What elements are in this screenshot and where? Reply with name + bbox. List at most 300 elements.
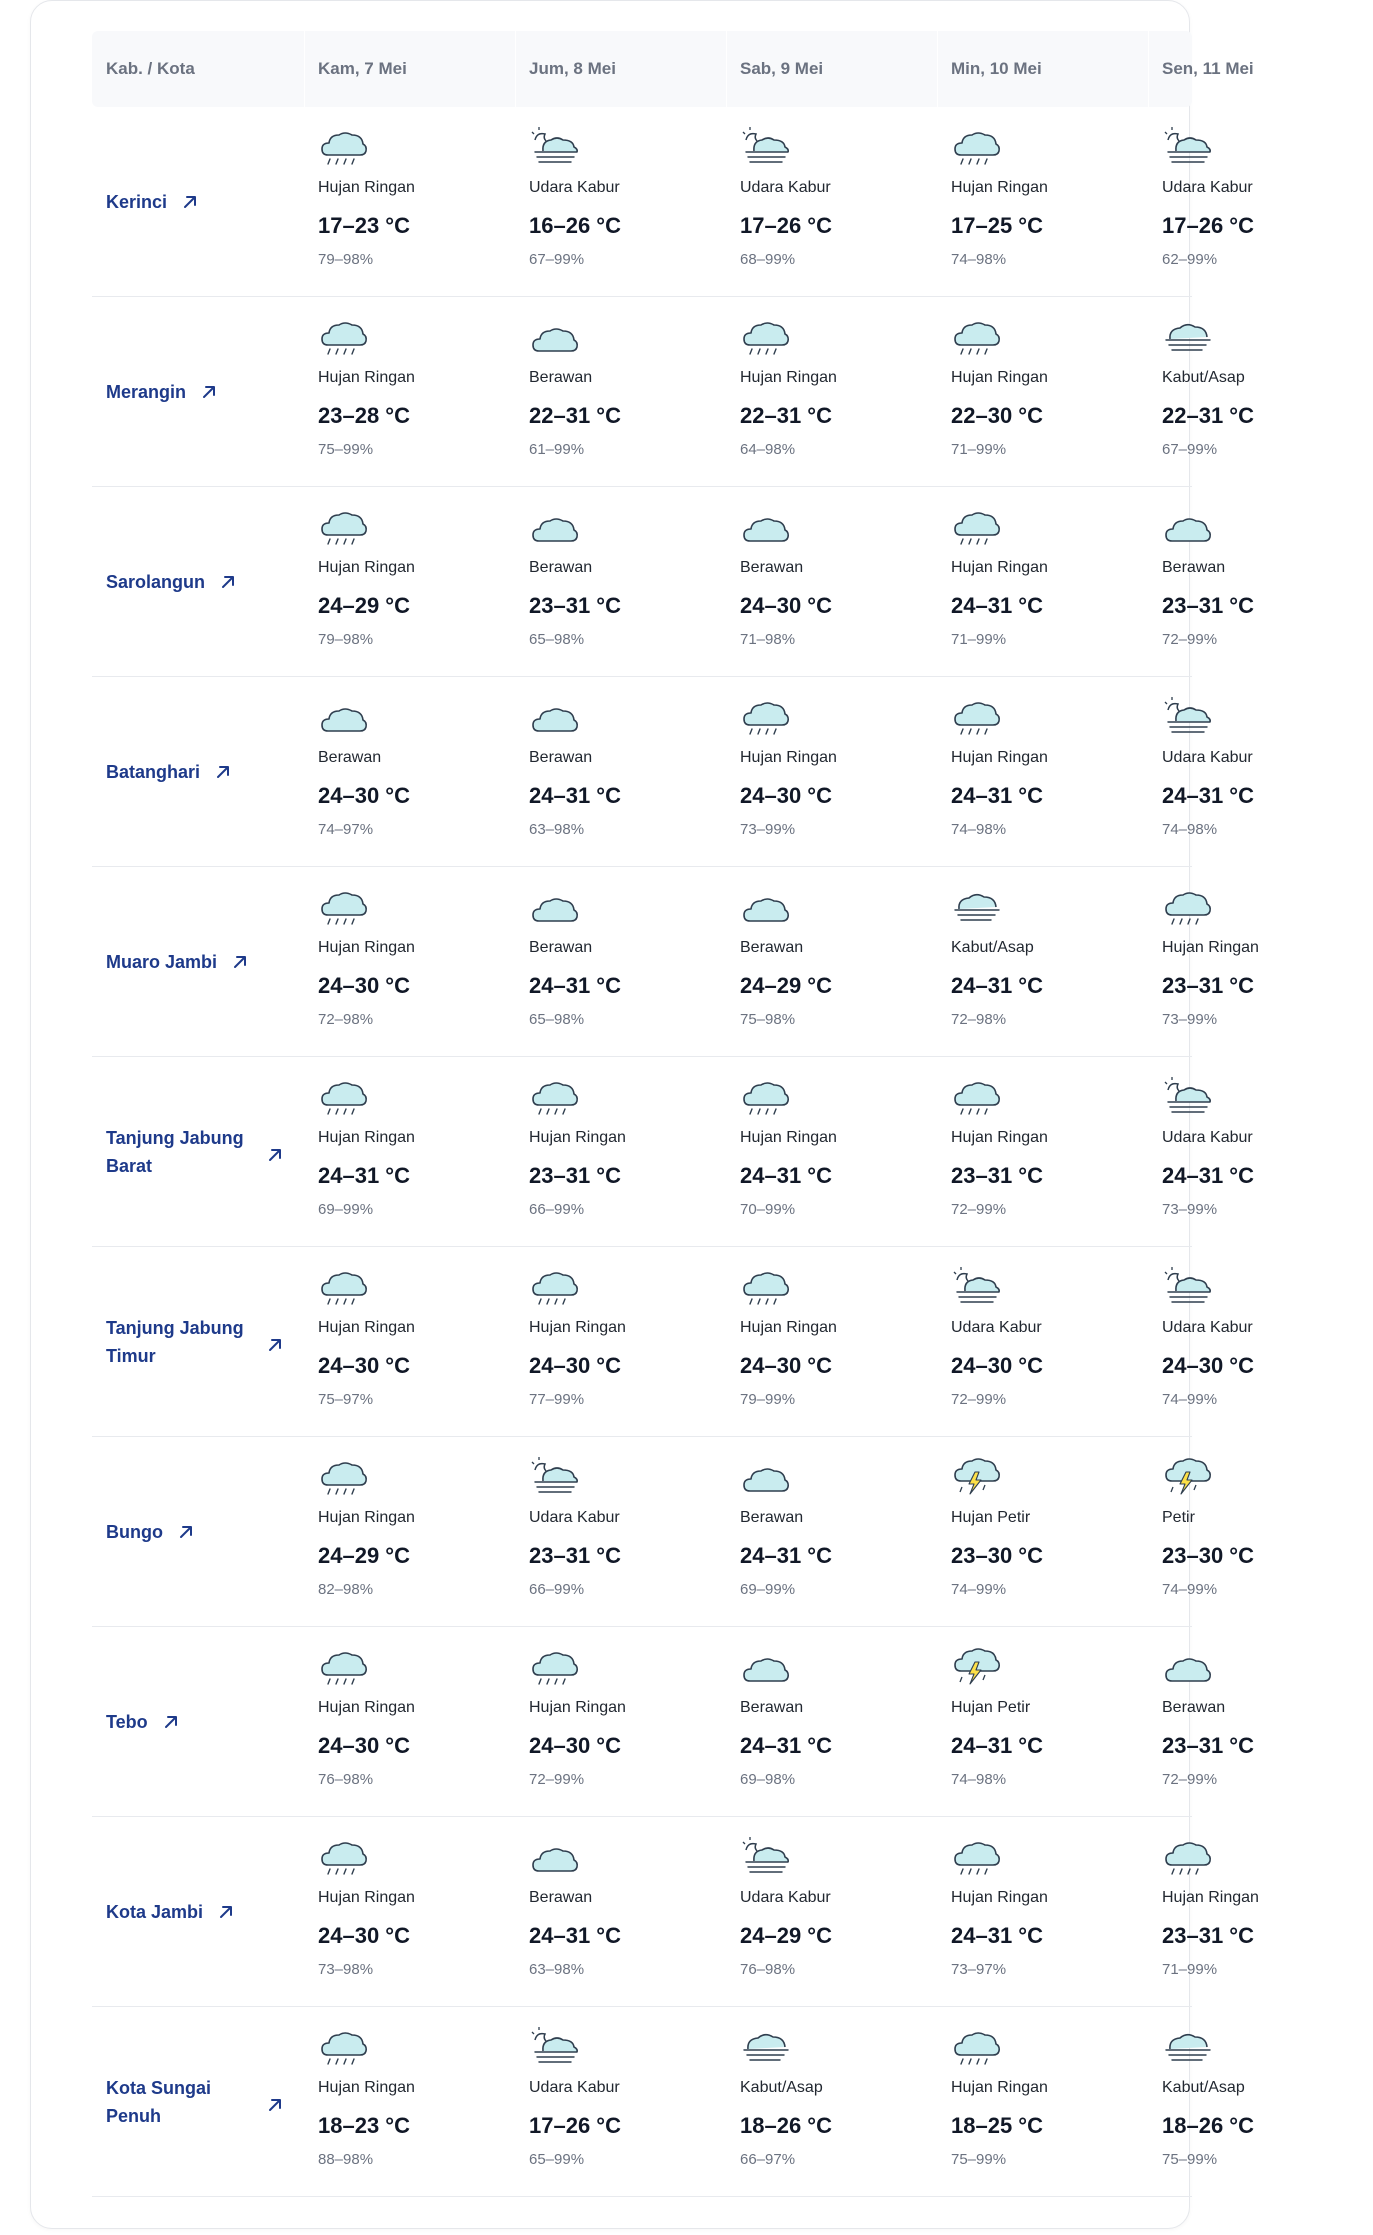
condition-label: Berawan xyxy=(318,749,382,766)
humidity-range: 65–98% xyxy=(529,631,585,648)
forecast-cell[interactable] xyxy=(1162,297,1373,487)
forecast-cell[interactable] xyxy=(1162,1817,1373,2007)
cloudy-icon xyxy=(529,315,579,357)
condition-label: Hujan Ringan xyxy=(318,1509,415,1526)
rain-light-icon xyxy=(951,1835,1001,1877)
humidity-range: 62–99% xyxy=(1162,251,1218,268)
forecast-cell[interactable] xyxy=(740,867,951,1057)
humidity-range: 69–98% xyxy=(740,1771,796,1788)
rain-light-icon xyxy=(529,1075,579,1117)
temperature-range: 17–25 °C xyxy=(951,213,1043,238)
external-arrow-icon xyxy=(200,383,218,401)
forecast-cell[interactable] xyxy=(1162,1247,1373,1437)
rain-light-icon xyxy=(318,1075,368,1117)
condition-label: Berawan xyxy=(529,1889,593,1906)
region-name: Merangin xyxy=(106,382,187,402)
humidity-range: 67–99% xyxy=(529,251,585,268)
rain-light-icon xyxy=(318,1455,368,1497)
rain-light-icon xyxy=(1162,1835,1212,1877)
temperature-range: 23–28 °C xyxy=(318,403,410,428)
header-day: Min, 10 Mei xyxy=(951,59,1042,78)
temperature-range: 24–31 °C xyxy=(740,1163,832,1188)
rain-light-icon xyxy=(951,315,1001,357)
header-region: Kab. / Kota xyxy=(106,59,195,78)
fog-icon xyxy=(1162,315,1212,357)
condition-label: Kabut/Asap xyxy=(740,2079,823,2096)
forecast-cell[interactable] xyxy=(951,107,1162,297)
humidity-range: 72–99% xyxy=(951,1391,1007,1408)
temperature-range: 18–25 °C xyxy=(951,2113,1043,2138)
humidity-range: 75–99% xyxy=(318,441,374,458)
forecast-cell[interactable] xyxy=(1162,107,1373,297)
forecast-cell[interactable] xyxy=(318,1437,529,1627)
region-link[interactable] xyxy=(106,487,291,677)
humidity-range: 70–99% xyxy=(740,1201,796,1218)
temperature-range: 24–29 °C xyxy=(740,973,832,998)
header-day: Jum, 8 Mei xyxy=(529,59,616,78)
temperature-range: 17–26 °C xyxy=(740,213,832,238)
rain-light-icon xyxy=(318,885,368,927)
forecast-cell[interactable] xyxy=(951,677,1162,867)
condition-label: Petir xyxy=(1162,1509,1195,1526)
cloudy-icon xyxy=(1162,1645,1212,1687)
temperature-range: 17–23 °C xyxy=(318,213,410,238)
external-arrow-icon xyxy=(162,1713,180,1731)
condition-label: Hujan Ringan xyxy=(740,1129,837,1146)
temperature-range: 24–30 °C xyxy=(318,783,410,808)
humidity-range: 73–99% xyxy=(1162,1201,1218,1218)
humidity-range: 72–99% xyxy=(1162,1771,1218,1788)
header-separator xyxy=(726,31,727,107)
humidity-range: 72–98% xyxy=(318,1011,374,1028)
condition-label: Hujan Ringan xyxy=(1162,939,1259,956)
table-row xyxy=(92,1057,1254,1247)
condition-label: Hujan Ringan xyxy=(529,1319,626,1336)
condition-label: Berawan xyxy=(740,1509,804,1526)
external-arrow-icon xyxy=(181,193,199,211)
header-day: Kam, 7 Mei xyxy=(318,59,407,78)
external-arrow-icon xyxy=(266,1336,284,1354)
condition-label: Hujan Petir xyxy=(951,1699,1031,1716)
condition-label: Berawan xyxy=(1162,559,1226,576)
external-arrow-icon xyxy=(266,1146,284,1164)
temperature-range: 22–31 °C xyxy=(740,403,832,428)
temperature-range: 23–31 °C xyxy=(1162,973,1254,998)
forecast-cell[interactable] xyxy=(318,297,529,487)
forecast-cell[interactable] xyxy=(740,107,951,297)
condition-label: Berawan xyxy=(740,1699,804,1716)
condition-label: Udara Kabur xyxy=(529,2079,620,2096)
table-row xyxy=(92,297,1254,487)
external-arrow-icon xyxy=(231,953,249,971)
temperature-range: 24–31 °C xyxy=(951,973,1043,998)
thunderstorm-icon xyxy=(1162,1455,1212,1497)
fog-icon xyxy=(740,2025,790,2067)
condition-label: Hujan Ringan xyxy=(318,179,415,196)
cloudy-icon xyxy=(740,1455,790,1497)
forecast-cell[interactable] xyxy=(1162,487,1373,677)
forecast-cell[interactable] xyxy=(740,1437,951,1627)
humidity-range: 75–99% xyxy=(951,2151,1007,2168)
table-header xyxy=(92,31,1254,107)
temperature-range: 24–31 °C xyxy=(318,1163,410,1188)
temperature-range: 23–31 °C xyxy=(529,593,621,618)
rain-light-icon xyxy=(951,125,1001,167)
forecast-cell[interactable] xyxy=(740,1057,951,1247)
humidity-range: 73–98% xyxy=(318,1961,374,1978)
temperature-range: 24–30 °C xyxy=(529,1353,621,1378)
region-name: Kerinci xyxy=(106,192,168,212)
humidity-range: 67–99% xyxy=(1162,441,1218,458)
condition-label: Berawan xyxy=(1162,1699,1226,1716)
region-name: Batanghari xyxy=(106,762,201,782)
forecast-cell[interactable] xyxy=(1162,1437,1373,1627)
humidity-range: 74–98% xyxy=(1162,821,1218,838)
temperature-range: 23–31 °C xyxy=(1162,1923,1254,1948)
temperature-range: 24–31 °C xyxy=(529,1923,621,1948)
region-link[interactable] xyxy=(106,1247,291,1437)
forecast-cell[interactable] xyxy=(951,1627,1162,1817)
forecast-cell[interactable] xyxy=(318,2007,529,2197)
header-separator xyxy=(1148,31,1149,107)
condition-label: Hujan Ringan xyxy=(740,1319,837,1336)
humidity-range: 74–99% xyxy=(1162,1391,1218,1408)
humidity-range: 74–98% xyxy=(951,821,1007,838)
rain-light-icon xyxy=(740,1265,790,1307)
temperature-range: 23–31 °C xyxy=(529,1163,621,1188)
forecast-cell[interactable] xyxy=(318,1817,529,2007)
external-arrow-icon xyxy=(219,573,237,591)
temperature-range: 23–31 °C xyxy=(529,1543,621,1568)
haze-icon xyxy=(740,125,790,167)
condition-label: Hujan Ringan xyxy=(318,939,415,956)
forecast-cell[interactable] xyxy=(951,1057,1162,1247)
humidity-range: 65–99% xyxy=(529,2151,585,2168)
temperature-range: 18–26 °C xyxy=(1162,2113,1254,2138)
rain-light-icon xyxy=(951,1075,1001,1117)
table-row xyxy=(92,1437,1254,1627)
humidity-range: 66–99% xyxy=(529,1201,585,1218)
forecast-cell[interactable] xyxy=(740,2007,951,2197)
temperature-range: 24–31 °C xyxy=(740,1543,832,1568)
condition-label: Hujan Ringan xyxy=(740,369,837,386)
forecast-cell[interactable] xyxy=(951,2007,1162,2197)
temperature-range: 18–23 °C xyxy=(318,2113,410,2138)
condition-label: Kabut/Asap xyxy=(1162,369,1245,386)
region-link[interactable] xyxy=(106,1437,291,1627)
condition-label: Hujan Ringan xyxy=(318,1889,415,1906)
forecast-cell[interactable] xyxy=(1162,2007,1373,2197)
rain-light-icon xyxy=(318,2025,368,2067)
condition-label: Hujan Ringan xyxy=(951,559,1048,576)
condition-label: Berawan xyxy=(529,749,593,766)
temperature-range: 23–31 °C xyxy=(1162,1733,1254,1758)
rain-light-icon xyxy=(318,1265,368,1307)
forecast-cell[interactable] xyxy=(318,1247,529,1437)
humidity-range: 74–98% xyxy=(951,1771,1007,1788)
cloudy-icon xyxy=(529,1835,579,1877)
temperature-range: 24–30 °C xyxy=(740,1353,832,1378)
forecast-cell[interactable] xyxy=(318,677,529,867)
forecast-cell[interactable] xyxy=(529,107,740,297)
humidity-range: 74–98% xyxy=(951,251,1007,268)
forecast-cell[interactable] xyxy=(740,1627,951,1817)
forecast-cell[interactable] xyxy=(740,1247,951,1437)
region-name: Tanjung Jabung Barat xyxy=(106,1128,244,1176)
forecast-table[interactable] xyxy=(92,31,1259,2206)
humidity-range: 76–98% xyxy=(740,1961,796,1978)
forecast-cell[interactable] xyxy=(318,1627,529,1817)
humidity-range: 88–98% xyxy=(318,2151,374,2168)
table-row xyxy=(92,107,1254,297)
temperature-range: 23–30 °C xyxy=(1162,1543,1254,1568)
rain-light-icon xyxy=(318,1645,368,1687)
temperature-range: 24–31 °C xyxy=(951,1923,1043,1948)
humidity-range: 79–98% xyxy=(318,631,374,648)
region-link[interactable] xyxy=(106,107,291,297)
forecast-cell[interactable] xyxy=(318,867,529,1057)
forecast-cell[interactable] xyxy=(1162,867,1373,1057)
thunderstorm-icon xyxy=(951,1455,1001,1497)
forecast-cell[interactable] xyxy=(529,1437,740,1627)
humidity-range: 73–97% xyxy=(951,1961,1007,1978)
humidity-range: 72–99% xyxy=(1162,631,1218,648)
condition-label: Hujan Ringan xyxy=(951,369,1048,386)
region-name: Muaro Jambi xyxy=(106,952,218,972)
forecast-cell[interactable] xyxy=(740,677,951,867)
condition-label: Berawan xyxy=(529,939,593,956)
condition-label: Hujan Ringan xyxy=(318,369,415,386)
humidity-range: 63–98% xyxy=(529,1961,585,1978)
forecast-cell[interactable] xyxy=(1162,1057,1373,1247)
condition-label: Hujan Ringan xyxy=(951,2079,1048,2096)
forecast-cell[interactable] xyxy=(740,297,951,487)
condition-label: Hujan Ringan xyxy=(740,749,837,766)
rain-light-icon xyxy=(951,505,1001,547)
haze-icon xyxy=(1162,125,1212,167)
humidity-range: 73–99% xyxy=(1162,1011,1218,1028)
condition-label: Udara Kabur xyxy=(1162,1129,1253,1146)
humidity-range: 76–98% xyxy=(318,1771,374,1788)
cloudy-icon xyxy=(740,885,790,927)
region-link[interactable] xyxy=(106,867,291,1057)
rain-light-icon xyxy=(318,1835,368,1877)
forecast-cell[interactable] xyxy=(529,1817,740,2007)
condition-label: Hujan Ringan xyxy=(951,749,1048,766)
humidity-range: 71–99% xyxy=(951,441,1007,458)
cloudy-icon xyxy=(318,695,368,737)
forecast-cell[interactable] xyxy=(951,297,1162,487)
temperature-range: 24–29 °C xyxy=(740,1923,832,1948)
condition-label: Berawan xyxy=(529,559,593,576)
temperature-range: 23–31 °C xyxy=(951,1163,1043,1188)
table-row xyxy=(92,487,1254,677)
condition-label: Hujan Ringan xyxy=(951,1889,1048,1906)
humidity-range: 72–99% xyxy=(951,1201,1007,1218)
rain-light-icon xyxy=(1162,885,1212,927)
haze-icon xyxy=(1162,695,1212,737)
temperature-range: 24–30 °C xyxy=(318,1733,410,1758)
humidity-range: 75–98% xyxy=(740,1011,796,1028)
condition-label: Udara Kabur xyxy=(740,179,831,196)
condition-label: Hujan Ringan xyxy=(529,1129,626,1146)
region-link[interactable] xyxy=(106,677,291,867)
temperature-range: 24–30 °C xyxy=(740,593,832,618)
temperature-range: 24–30 °C xyxy=(318,973,410,998)
condition-label: Hujan Ringan xyxy=(951,1129,1048,1146)
table-row xyxy=(92,867,1259,1057)
condition-label: Berawan xyxy=(740,939,804,956)
cloudy-icon xyxy=(740,1645,790,1687)
humidity-range: 74–99% xyxy=(1162,1581,1218,1598)
condition-label: Hujan Ringan xyxy=(951,179,1048,196)
humidity-range: 63–98% xyxy=(529,821,585,838)
rain-light-icon xyxy=(318,505,368,547)
forecast-cell[interactable] xyxy=(951,1437,1162,1627)
humidity-range: 69–99% xyxy=(740,1581,796,1598)
temperature-range: 24–30 °C xyxy=(529,1733,621,1758)
temperature-range: 24–31 °C xyxy=(529,973,621,998)
humidity-range: 64–98% xyxy=(740,441,796,458)
humidity-range: 71–99% xyxy=(1162,1961,1218,1978)
header-day: Sab, 9 Mei xyxy=(740,59,824,78)
haze-icon xyxy=(740,1835,790,1877)
rain-light-icon xyxy=(951,695,1001,737)
haze-icon xyxy=(1162,1075,1212,1117)
temperature-range: 24–31 °C xyxy=(951,783,1043,808)
humidity-range: 65–98% xyxy=(529,1011,585,1028)
forecast-cell[interactable] xyxy=(529,2007,740,2197)
humidity-range: 79–98% xyxy=(318,251,374,268)
temperature-range: 22–31 °C xyxy=(529,403,621,428)
humidity-range: 73–99% xyxy=(740,821,796,838)
temperature-range: 17–26 °C xyxy=(1162,213,1254,238)
cloudy-icon xyxy=(1162,505,1212,547)
temperature-range: 24–30 °C xyxy=(951,1353,1043,1378)
thunderstorm-icon xyxy=(951,1645,1001,1687)
humidity-range: 61–99% xyxy=(529,441,585,458)
table-row xyxy=(92,1627,1254,1817)
temperature-range: 24–29 °C xyxy=(318,593,410,618)
temperature-range: 24–31 °C xyxy=(740,1733,832,1758)
region-name: Sarolangun xyxy=(106,572,206,592)
humidity-range: 66–99% xyxy=(529,1581,585,1598)
temperature-range: 24–31 °C xyxy=(1162,1163,1254,1188)
header-separator xyxy=(304,31,305,107)
temperature-range: 24–31 °C xyxy=(951,1733,1043,1758)
forecast-cell[interactable] xyxy=(529,297,740,487)
forecast-cell[interactable] xyxy=(529,677,740,867)
humidity-range: 77–99% xyxy=(529,1391,585,1408)
external-arrow-icon xyxy=(217,1903,235,1921)
fog-icon xyxy=(1162,2025,1212,2067)
forecast-cell[interactable] xyxy=(318,107,529,297)
region-link[interactable] xyxy=(106,1057,291,1247)
humidity-range: 74–97% xyxy=(318,821,374,838)
region-link[interactable] xyxy=(106,297,291,487)
region-link[interactable] xyxy=(106,1627,291,1817)
humidity-range: 82–98% xyxy=(318,1581,374,1598)
forecast-cell[interactable] xyxy=(529,1627,740,1817)
haze-icon xyxy=(1162,1265,1212,1307)
forecast-cell[interactable] xyxy=(951,867,1162,1057)
condition-label: Berawan xyxy=(740,559,804,576)
humidity-range: 71–99% xyxy=(951,631,1007,648)
forecast-cell[interactable] xyxy=(318,1057,529,1247)
temperature-range: 23–31 °C xyxy=(1162,593,1254,618)
temperature-range: 24–30 °C xyxy=(318,1923,410,1948)
condition-label: Udara Kabur xyxy=(529,179,620,196)
forecast-cell[interactable] xyxy=(951,487,1162,677)
humidity-range: 72–98% xyxy=(951,1011,1007,1028)
forecast-cell[interactable] xyxy=(529,1057,740,1247)
condition-label: Udara Kabur xyxy=(951,1319,1042,1336)
condition-label: Udara Kabur xyxy=(1162,749,1253,766)
condition-label: Udara Kabur xyxy=(740,1889,831,1906)
temperature-range: 24–31 °C xyxy=(529,783,621,808)
region-link[interactable] xyxy=(106,2007,291,2197)
condition-label: Kabut/Asap xyxy=(951,939,1034,956)
forecast-cell[interactable] xyxy=(529,487,740,677)
forecast-cell[interactable] xyxy=(529,1247,740,1437)
forecast-card xyxy=(30,0,1259,2229)
cloudy-icon xyxy=(529,885,579,927)
humidity-range: 74–99% xyxy=(951,1581,1007,1598)
haze-icon xyxy=(951,1265,1001,1307)
forecast-cell[interactable] xyxy=(740,487,951,677)
temperature-range: 16–26 °C xyxy=(529,213,621,238)
forecast-cell[interactable] xyxy=(1162,1627,1373,1817)
forecast-cell[interactable] xyxy=(740,1817,951,2007)
condition-label: Berawan xyxy=(529,369,593,386)
header-day: Sen, 11 Mei xyxy=(1162,59,1254,78)
temperature-range: 18–26 °C xyxy=(740,2113,832,2138)
table-row xyxy=(92,1817,1259,2007)
region-link[interactable] xyxy=(106,1817,291,2007)
rain-light-icon xyxy=(318,125,368,167)
header-separator xyxy=(937,31,938,107)
forecast-cell[interactable] xyxy=(951,1817,1162,2007)
region-name: Bungo xyxy=(106,1522,163,1542)
region-name: Tanjung Jabung Timur xyxy=(106,1318,244,1366)
fog-icon xyxy=(951,885,1001,927)
temperature-range: 24–30 °C xyxy=(1162,1353,1254,1378)
rain-light-icon xyxy=(740,1075,790,1117)
rain-light-icon xyxy=(529,1645,579,1687)
temperature-range: 22–31 °C xyxy=(1162,403,1254,428)
table-row xyxy=(92,2007,1254,2197)
rain-light-icon xyxy=(740,695,790,737)
rain-light-icon xyxy=(740,315,790,357)
humidity-range: 79–99% xyxy=(740,1391,796,1408)
cloudy-icon xyxy=(529,505,579,547)
condition-label: Hujan Ringan xyxy=(318,559,415,576)
cloudy-icon xyxy=(529,695,579,737)
rain-light-icon xyxy=(529,1265,579,1307)
forecast-cell[interactable] xyxy=(951,1247,1162,1437)
humidity-range: 75–99% xyxy=(1162,2151,1218,2168)
condition-label: Hujan Ringan xyxy=(318,1699,415,1716)
external-arrow-icon xyxy=(214,763,232,781)
condition-label: Udara Kabur xyxy=(529,1509,620,1526)
temperature-range: 24–29 °C xyxy=(318,1543,410,1568)
temperature-range: 22–30 °C xyxy=(951,403,1043,428)
forecast-cell[interactable] xyxy=(529,867,740,1057)
forecast-cell[interactable] xyxy=(1162,677,1373,867)
external-arrow-icon xyxy=(177,1523,195,1541)
header-separator xyxy=(515,31,516,107)
forecast-cell[interactable] xyxy=(318,487,529,677)
